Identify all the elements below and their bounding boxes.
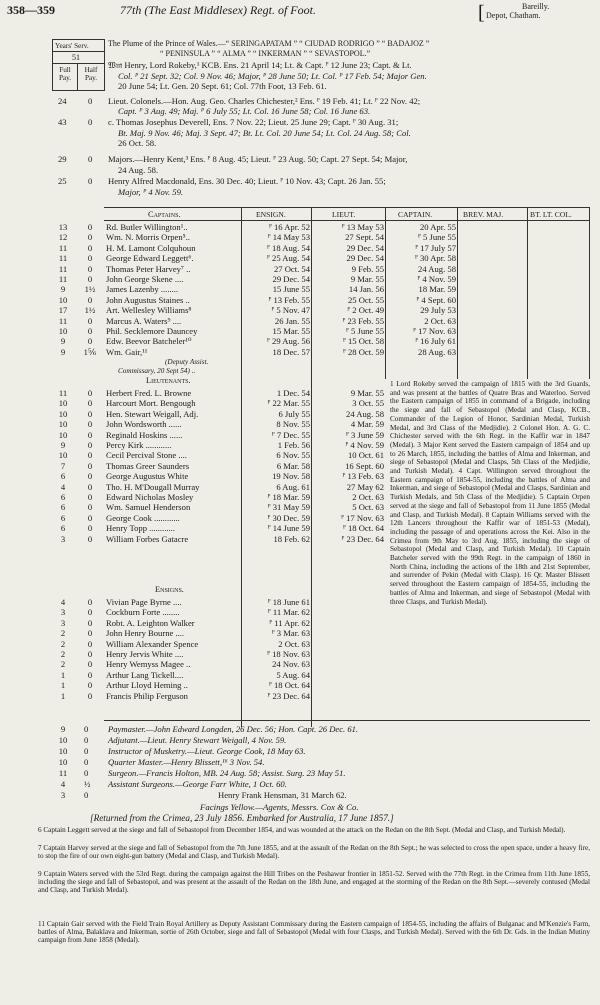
plume-honours-1: The Plume of the Prince of Wales.—“ SERINGAPATAM ” “ CIUDAD RODRIGO ” “ BADAJOZ ”	[108, 39, 430, 48]
ltcol-2-line2: Bt. Maj. 9 Nov. 46; Maj. 3 Sept. 47; Bt. Lt. Col. 20 June 54; Lt. Col. 24 Aug. 58; Col.	[118, 128, 411, 138]
major-2-line1: Henry Alfred Macdonald, Ens. 30 Dec. 40; Lieut. ᴾ 10 Nov. 43; Capt. 26 Jan. 55;	[108, 176, 386, 186]
table-row: 1 0 Arthur Lloyd Heming .. ᴾ 18 Oct. 64	[60, 680, 310, 691]
table-row: 12 0 Wm. N. Morris Orpen⁵.. ᴾ 14 May 53 27 Sept. 54 ᴾ 5 June 55	[58, 232, 456, 243]
ltcol-1-full: 24	[58, 96, 67, 106]
table-row: 2 0 Henry Jervis White .... ᴾ 18 Nov. 63	[60, 649, 310, 659]
staff-musketry: 10 0 Instructor of Musketry.—Lieut. George Cook, 18 May 63.	[58, 746, 306, 756]
table-row: 11 0 Marcus A. Waters⁹ .... 26 Jan. 55 ᴾ 23 Feb. 55 2 Oct. 63	[58, 315, 456, 326]
staff-surgeon: 11 0 Surgeon.—Francis Holton, MB. 24 Aug. 58; Assist. Surg. 23 May 51.	[58, 768, 346, 778]
table-row: 11 0 John George Skene .... 29 Dec. 54 9 Mar. 55 ᴾ 4 Nov. 59	[58, 274, 456, 284]
header-ensign: ENSIGN.	[256, 210, 286, 219]
half-pay-label: Half Pay.	[84, 66, 98, 83]
table-row: 10 0 Phil. Secklemore Dauncey 15 Mar. 55 ᴾ 5 June 55 ᴾ 17 Nov. 63	[58, 326, 456, 336]
header-captains: Captains.	[148, 210, 181, 219]
table-row: 3 0 Cockburn Forte ........ ᴾ 11 Mar. 62	[60, 607, 310, 618]
ensigns-heading: Ensigns.	[155, 585, 184, 594]
table-row: 10 0 Reginald Hoskins ...... ᴾ 7 Dec. 55 ᴾ 3 June 59	[58, 429, 384, 440]
footnote-7: 7 Captain Harvey served at the siege and fall of Sebastopol from the 7th June 1855, and at the assault of the Redan on the 8th Sept.; he was selected to cross the open space, under a heavy fire, to stop the fire of our own eight-gun battery (Medal and Clasp, and Turkish Medal).	[38, 844, 590, 861]
table-row: 4 0 Vivian Page Byrne .... ᴾ 18 June 61	[60, 597, 310, 607]
years-service-total: 51	[72, 53, 80, 62]
ltcol-2-full: 43	[58, 117, 67, 127]
ltcol-2-half: 0	[88, 117, 93, 127]
table-row: 10 0 Harcourt Mort. Bengough ᴾ 22 Mar. 55 3 Oct. 55	[58, 398, 384, 409]
station-bracket: [	[478, 2, 485, 24]
table-row: 9 1½ James Lazenby ........ 15 June 55 14 Jan. 56 18 Mar. 59	[60, 284, 456, 295]
ltcol-1-half: 0	[88, 96, 93, 106]
gair-note-2: Commissary, 20 Sept 54) ..	[118, 367, 196, 375]
station-primary: Bareilly.	[522, 2, 550, 11]
major-1-line1: Majors.—Henry Kent,³ Ens. ᴾ 8 Aug. 45; Lieut. ᴾ 23 Aug. 50; Capt. 27 Sept. 54; Major,	[108, 154, 408, 164]
table-row: 9 0 Percy Kirk ............ 1 Feb. 56 ᴾ 4 Nov. 59	[60, 440, 384, 450]
table-row: 10 0 Cecil Percival Stone .... 6 Nov. 55 10 Oct. 61	[58, 450, 384, 461]
table-row: 3 0 Robt. A. Leighton Walker ᴾ 11 Apr. 62	[60, 617, 310, 628]
table-row: 6 0 Henry Topp ............ ᴾ 14 June 59 ᴾ 18 Oct. 64	[60, 523, 384, 534]
ys-divider	[77, 63, 78, 90]
facings-agents: Facings Yellow.—Agents, Messrs. Cox & Co.	[200, 802, 359, 812]
table-row: 9 1⅚ Wm. Gair,¹¹ 18 Dec. 57 ᴾ 28 Oct. 59 28 Aug. 63	[60, 346, 456, 357]
ltcol-2-line1: c. Thomas Josephus Deverell, Ens. 7 Nov. 22; Lieut. 25 June 29; Capt. ᴾ 30 Aug. 31;	[108, 117, 399, 127]
staff-asst-surgeon-1: 4 ½ Assistant Surgeons.—George Farr White, 1 Oct. 60.	[60, 779, 287, 789]
page-number: 358—359	[7, 3, 55, 17]
major-1-half: 0	[88, 154, 93, 164]
table-row: 7 0 Thomas Greer Saunders 6 Mar. 58 16 Sept. 60	[60, 460, 384, 471]
lieutenants-heading: Lieutenants.	[146, 376, 191, 385]
major-1-full: 29	[58, 154, 67, 164]
table-row: 1 0 Arthur Lang Tickell.... 5 Aug. 64	[60, 669, 310, 680]
table-row: 2 0 John Henry Bourne .... ᴾ 3 Mar. 63	[60, 628, 310, 639]
staff-paymaster: 9 0 Paymaster.—John Edward Longden, 26 Dec. 56; Hon. Capt. 26 Dec. 61.	[60, 724, 359, 734]
ys-line-1	[52, 51, 104, 52]
table-row: 6 0 George Augustus White 19 Nov. 58 ᴾ 13 Feb. 63	[60, 471, 384, 482]
table-row: 11 0 Thomas Peter Harvey⁷ .. 27 Oct. 54 9 Feb. 55 24 Aug. 58	[58, 263, 456, 274]
staff-quartermaster: 10 0 Quarter Master.—Henry Blissett,¹⁶ 3 Nov. 54.	[58, 757, 265, 767]
staff-asst-surgeon-2: 3 0 Henry Frank Hensman, 31 March 62.	[60, 790, 347, 800]
years-service-label: Years' Serv.	[55, 42, 89, 50]
table-row: 10 0 John Wordsworth ...... 8 Nov. 55 4 Mar. 59	[58, 419, 384, 430]
table-row: 11 0 George Edward Leggett⁶. ᴾ 25 Aug. 54 29 Dec. 54 ᴾ 30 Apr. 58	[58, 253, 456, 264]
table-row: 10 0 John Augustus Staines .. ᴾ 13 Feb. 55 25 Oct. 55 ᴾ 4 Sept. 60	[58, 294, 456, 305]
table-row: 1 0 Francis Philip Ferguson ᴾ 23 Dec. 64	[60, 690, 310, 701]
colonel-line-3: 20 June 54; Lt. Gen. 20 Sept. 61; Col. 77th Foot, 13 Feb. 61.	[118, 81, 327, 91]
table-row: 9 0 Edw. Beevor Batcheler¹⁰ ᴾ 29 Aug. 56 ᴾ 15 Oct. 58 ᴾ 16 July 61	[60, 336, 456, 347]
table-row: 17 1½ Art. Wellesley Williams⁸ ᴾ 5 Nov. 47 ᴾ 2 Oct. 49 29 July 53	[58, 305, 456, 316]
full-pay-label: Full Pay.	[58, 66, 72, 83]
staff-adjutant: 10 0 Adjutant.—Lieut. Henry Stewart Weigall, 4 Nov. 59.	[58, 735, 287, 745]
side-notes: 1 Lord Rokeby served the campaign of 1815 with the 3rd Guards, and was present at the battles of Quatre Bras and Waterloo. Served the Eastern campaign of 1855 in command of a Brigade, including the siege and fall of Sebastopol (Medal and Clasp, KCB., Commander of the Legion of Honor, Sardinian Medal, Turkish Medal, and 3rd Class of the Medjidie). 2 Colonel Hon. A. G. C. Chichester served with the 6th Regt. in the Kaffir war in 1847 (Medal). 3 Major Kent served the Eastern campaign of 1854 and up to 26 March, 1855, including the battles of Alma and Inkerman, and siege of Sebastopol (Medal and Clasps, 5th Class of the Medjidie, and Turkish Medal). 4 Capt. Willington served throughout the Eastern campaign of 1854-55, including the battles of Alma and Inkerman, and siege of Sebastopol (Medal and Clasps, Sardinian and Turkish Medals, and 5th Class of the Medjidie). 5 Captain Orpen served at the siege and fall of Sebastopol from 11 June 1855 (Medal and Clasp, and Turkish Medal). 8 Captain Williams served with the 12th Lancers throughout the Kaffir war of 1851-53 (Medal), including the passage of and operations across the Kei. Also in the Crimea from 9th May to 3rd Aug. 1855, including the siege of Sebastopol (Medal and Clasp, and Turkish Medal). 10 Captain Batcheler served with the 99th Regt. in the campaign of 1860 in North China, including the actions of the 18th and 21st September, and surrender of Pekin (Medal with Clasp). 16 Qr. Master Blissett served throughout the Eastern campaign of 1854-55, including the battles of Alma and Inkerman, and siege of Sebastopol (Medal with three Clasps, and Turkish Medal).	[390, 380, 590, 606]
ltcol-2-line3: 26 Oct. 58.	[118, 138, 157, 148]
major-2-full: 25	[58, 176, 67, 186]
ltcol-1-line2: Capt. ᴾ 3 Aug. 49; Maj. ᴾ 6 July 55; Lt. Col. 16 June 58; Col. 16 June 63.	[118, 106, 371, 116]
footnote-9: 9 Captain Waters served with the 53rd Regt. during the campaign against the Hill Tribes on the Peshawur frontier in 1851-52. Served with the 77th Regt. in the Crimea from 11th June 1855, including the siege and fall of Sebastopol, and was present at the assault of the Redan on the 18th June, and engaged at the storming of the Redan on the 8th Sept.—severely contused (Medal and Clasp, and Turkish Medal).	[38, 870, 590, 895]
colonel-line-2: Col. ᴾ 21 Sept. 32; Col. 9 Nov. 46; Major, ᴾ 28 June 50; Lt. Col. ᴾ 17 Feb. 54; Major Gen.	[118, 71, 427, 81]
table-bottom-rule	[104, 720, 590, 721]
major-2-line2: Major, ᴾ 4 Nov. 59.	[118, 187, 184, 197]
colonel-line-1: 𝔚𝔪 Henry, Lord Rokeby,¹ KCB. Ens. 21 April 14; Lt. & Capt. ᴾ 12 June 23; Capt. & Lt.	[108, 60, 412, 70]
table-top-rule	[104, 207, 590, 208]
table-row: 4 0 Tho. H. M'Dougall Murray 6 Aug. 61 27 May 62	[60, 481, 384, 492]
header-bt-lt-col: BT. LT. COL.	[530, 210, 572, 219]
footnote-11: 11 Captain Gair served with the Field Train Royal Artillery as Deputy Assistant Commissary during the Eastern campaign of 1854-55, including the affairs of Bulganac and M'Kenzie's Farm, battles of Alma, Balaklava and Inkerman, sortie of 26th October, siege and fall of Sebastopol (Medal with four Clasps, and Turkish Medal). Served with the 6th Dr. Gds. in the Indian Mutiny campaign from June 1858 (Medal).	[38, 920, 590, 945]
station-depot: Depot, Chatham.	[486, 11, 541, 20]
major-1-line2: 24 Aug. 58.	[118, 165, 159, 175]
major-2-half: 0	[88, 176, 93, 186]
table-row: 11 0 H. M. Lamont Colquhoun ᴾ 18 Aug. 54 29 Dec. 54 ᴾ 17 July 57	[58, 242, 456, 253]
page-title: 77th (The East Middlesex) Regt. of Foot.	[120, 3, 316, 17]
gair-note-1: (Deputy Assist.	[165, 358, 209, 366]
table-row: 13 0 Rd. Butler Willington¹.. ᴾ 16 Apr. 52 ᴾ 13 May 53 20 Apr. 55	[58, 222, 456, 232]
table-row: 6 0 Wm. Samuel Henderson ᴾ 31 May 59 5 Oct. 63	[60, 502, 384, 513]
table-row: 6 0 Edward Nicholas Mosley ᴾ 18 Mar. 59 2 Oct. 63	[60, 492, 384, 502]
plume-honours-2: “ PENINSULA ” “ ALMA ” “ INKERMAN ” “ SEVASTOPOL.”	[160, 49, 371, 58]
footnote-6: 6 Captain Leggett served at the siege and fall of Sebastopol from December 1854, and was wounded at the attack on the Redan on the 8th Sept. (Medal and Clasp, and Turkish Medal).	[38, 826, 566, 834]
returned-embarked: [Returned from the Crimea, 23 July 1856. Embarked for Australia, 17 June 1857.]	[90, 813, 394, 823]
table-row: 2 0 William Alexander Spence 2 Oct. 63	[60, 638, 310, 649]
table-row: 6 0 George Cook ............ ᴾ 30 Dec. 59 ᴾ 17 Nov. 63	[60, 512, 384, 523]
table-row: 2 0 Henry Wemyss Magee .. 24 Nov. 63	[60, 659, 310, 670]
header-brev-maj: BREV. MAJ.	[463, 210, 504, 219]
table-row: 3 0 William Forbes Gatacre 18 Feb. 62 ᴾ 23 Dec. 64	[60, 533, 384, 544]
table-row: 10 0 Hen. Stewart Weigall, Adj. 6 July 55 24 Aug. 58	[58, 408, 384, 419]
table-row: 11 0 Herbert Fred. L. Browne 1 Dec. 54 9 Mar. 55	[58, 388, 384, 398]
header-lieut: LIEUT.	[332, 210, 356, 219]
header-captain: CAPTAIN.	[398, 210, 433, 219]
ltcol-1-line1: Lieut. Colonels.—Hon. Aug. Geo. Charles Chichester,² Ens. ᴾ 19 Feb. 41; Lt. ᴾ 22 Nov. 42;	[108, 96, 421, 106]
